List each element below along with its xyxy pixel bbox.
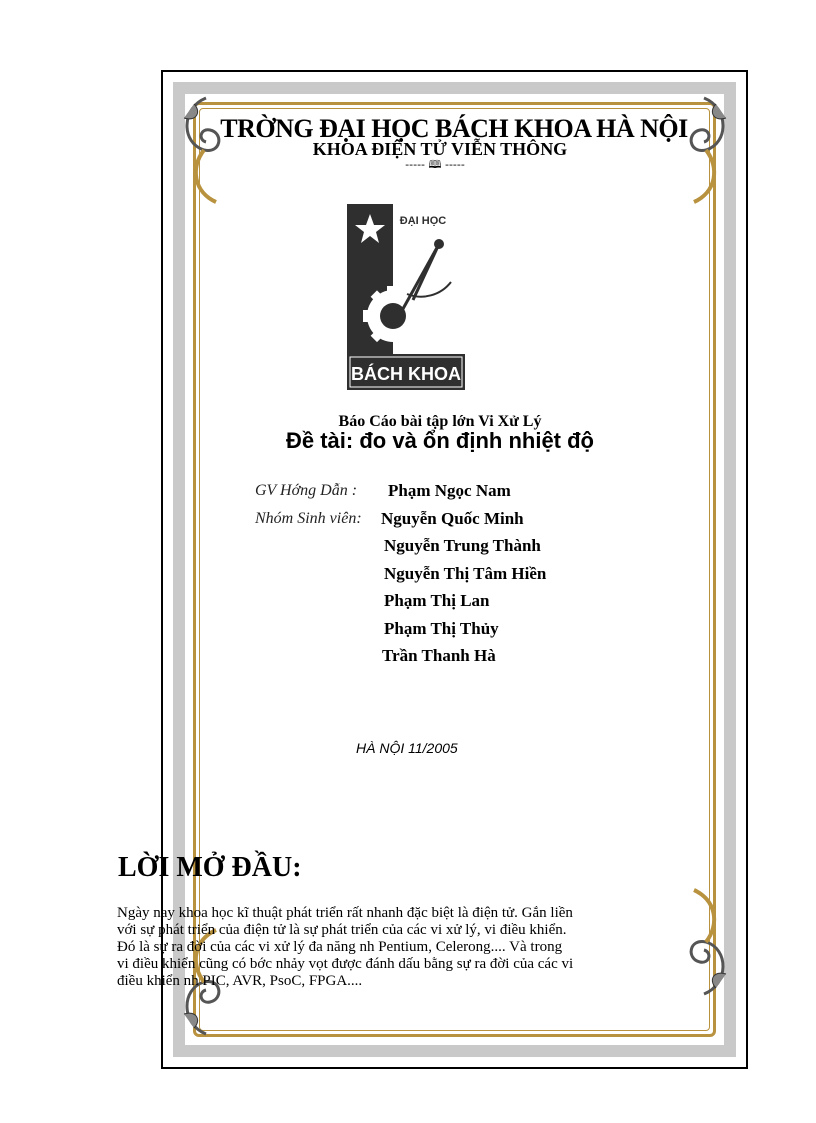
date-text: HÀ NỘI 11/2005 [356,740,458,756]
student-name: Nguyễn Quốc Minh [381,509,524,528]
advisor-label: GV Hớng Dẫn : [255,482,358,499]
intro-line: với sự phát triển của điện tử là sự phát triển của các vi xử lý, vi điều khiển. [117,922,567,938]
student-name: Trần Thanh Hà [382,646,496,665]
faculty-title: KHOA ĐIỆN TỬ VIỄN THÔNG [312,139,568,159]
student-name: Phạm Thị Thủy [384,619,499,638]
report-title: Báo Cáo bài tập lớn Vi Xử Lý [338,413,542,430]
intro-line: điều khiển nh PIC, AVR, PsoC, FPGA.... [117,973,363,989]
advisor-name: Phạm Ngọc Nam [388,481,511,500]
student-name: Nguyễn Thị Tâm Hiền [384,564,547,583]
student-name: Nguyễn Trung Thành [384,536,541,555]
students-label: Nhóm Sinh viên: [255,510,362,527]
intro-line: Ngày nay khoa học kĩ thuật phát triển rất nhanh đặc biệt là điện tử. Gắn liền [117,905,573,921]
university-title: TRỜNG ĐẠI HỌC BÁCH KHOA HÀ NỘI [220,114,688,143]
intro-line: vi điều khiển cũng có bớc nhảy vọt được đánh dấu bằng sự ra đời của các vi [117,956,574,972]
corner-ornament-icon [680,88,734,208]
corner-ornament-icon [176,88,230,208]
logo-top-text: ĐẠI HỌC [399,215,447,227]
student-name: Phạm Thị Lan [384,591,490,610]
title-divider: ----- 🕮 ----- [405,158,465,171]
topic-title: Đề tài: đo và ổn định nhiệt độ [286,428,594,453]
university-logo [347,204,465,390]
intro-line: Đó là sự ra đời của các vi xử lý đa năng nh Pentium, Celerong.... Và trong [117,939,563,955]
logo-bottom-text: BÁCH KHOA [351,364,461,384]
intro-heading: LỜI MỞ ĐẦU: [118,852,302,883]
